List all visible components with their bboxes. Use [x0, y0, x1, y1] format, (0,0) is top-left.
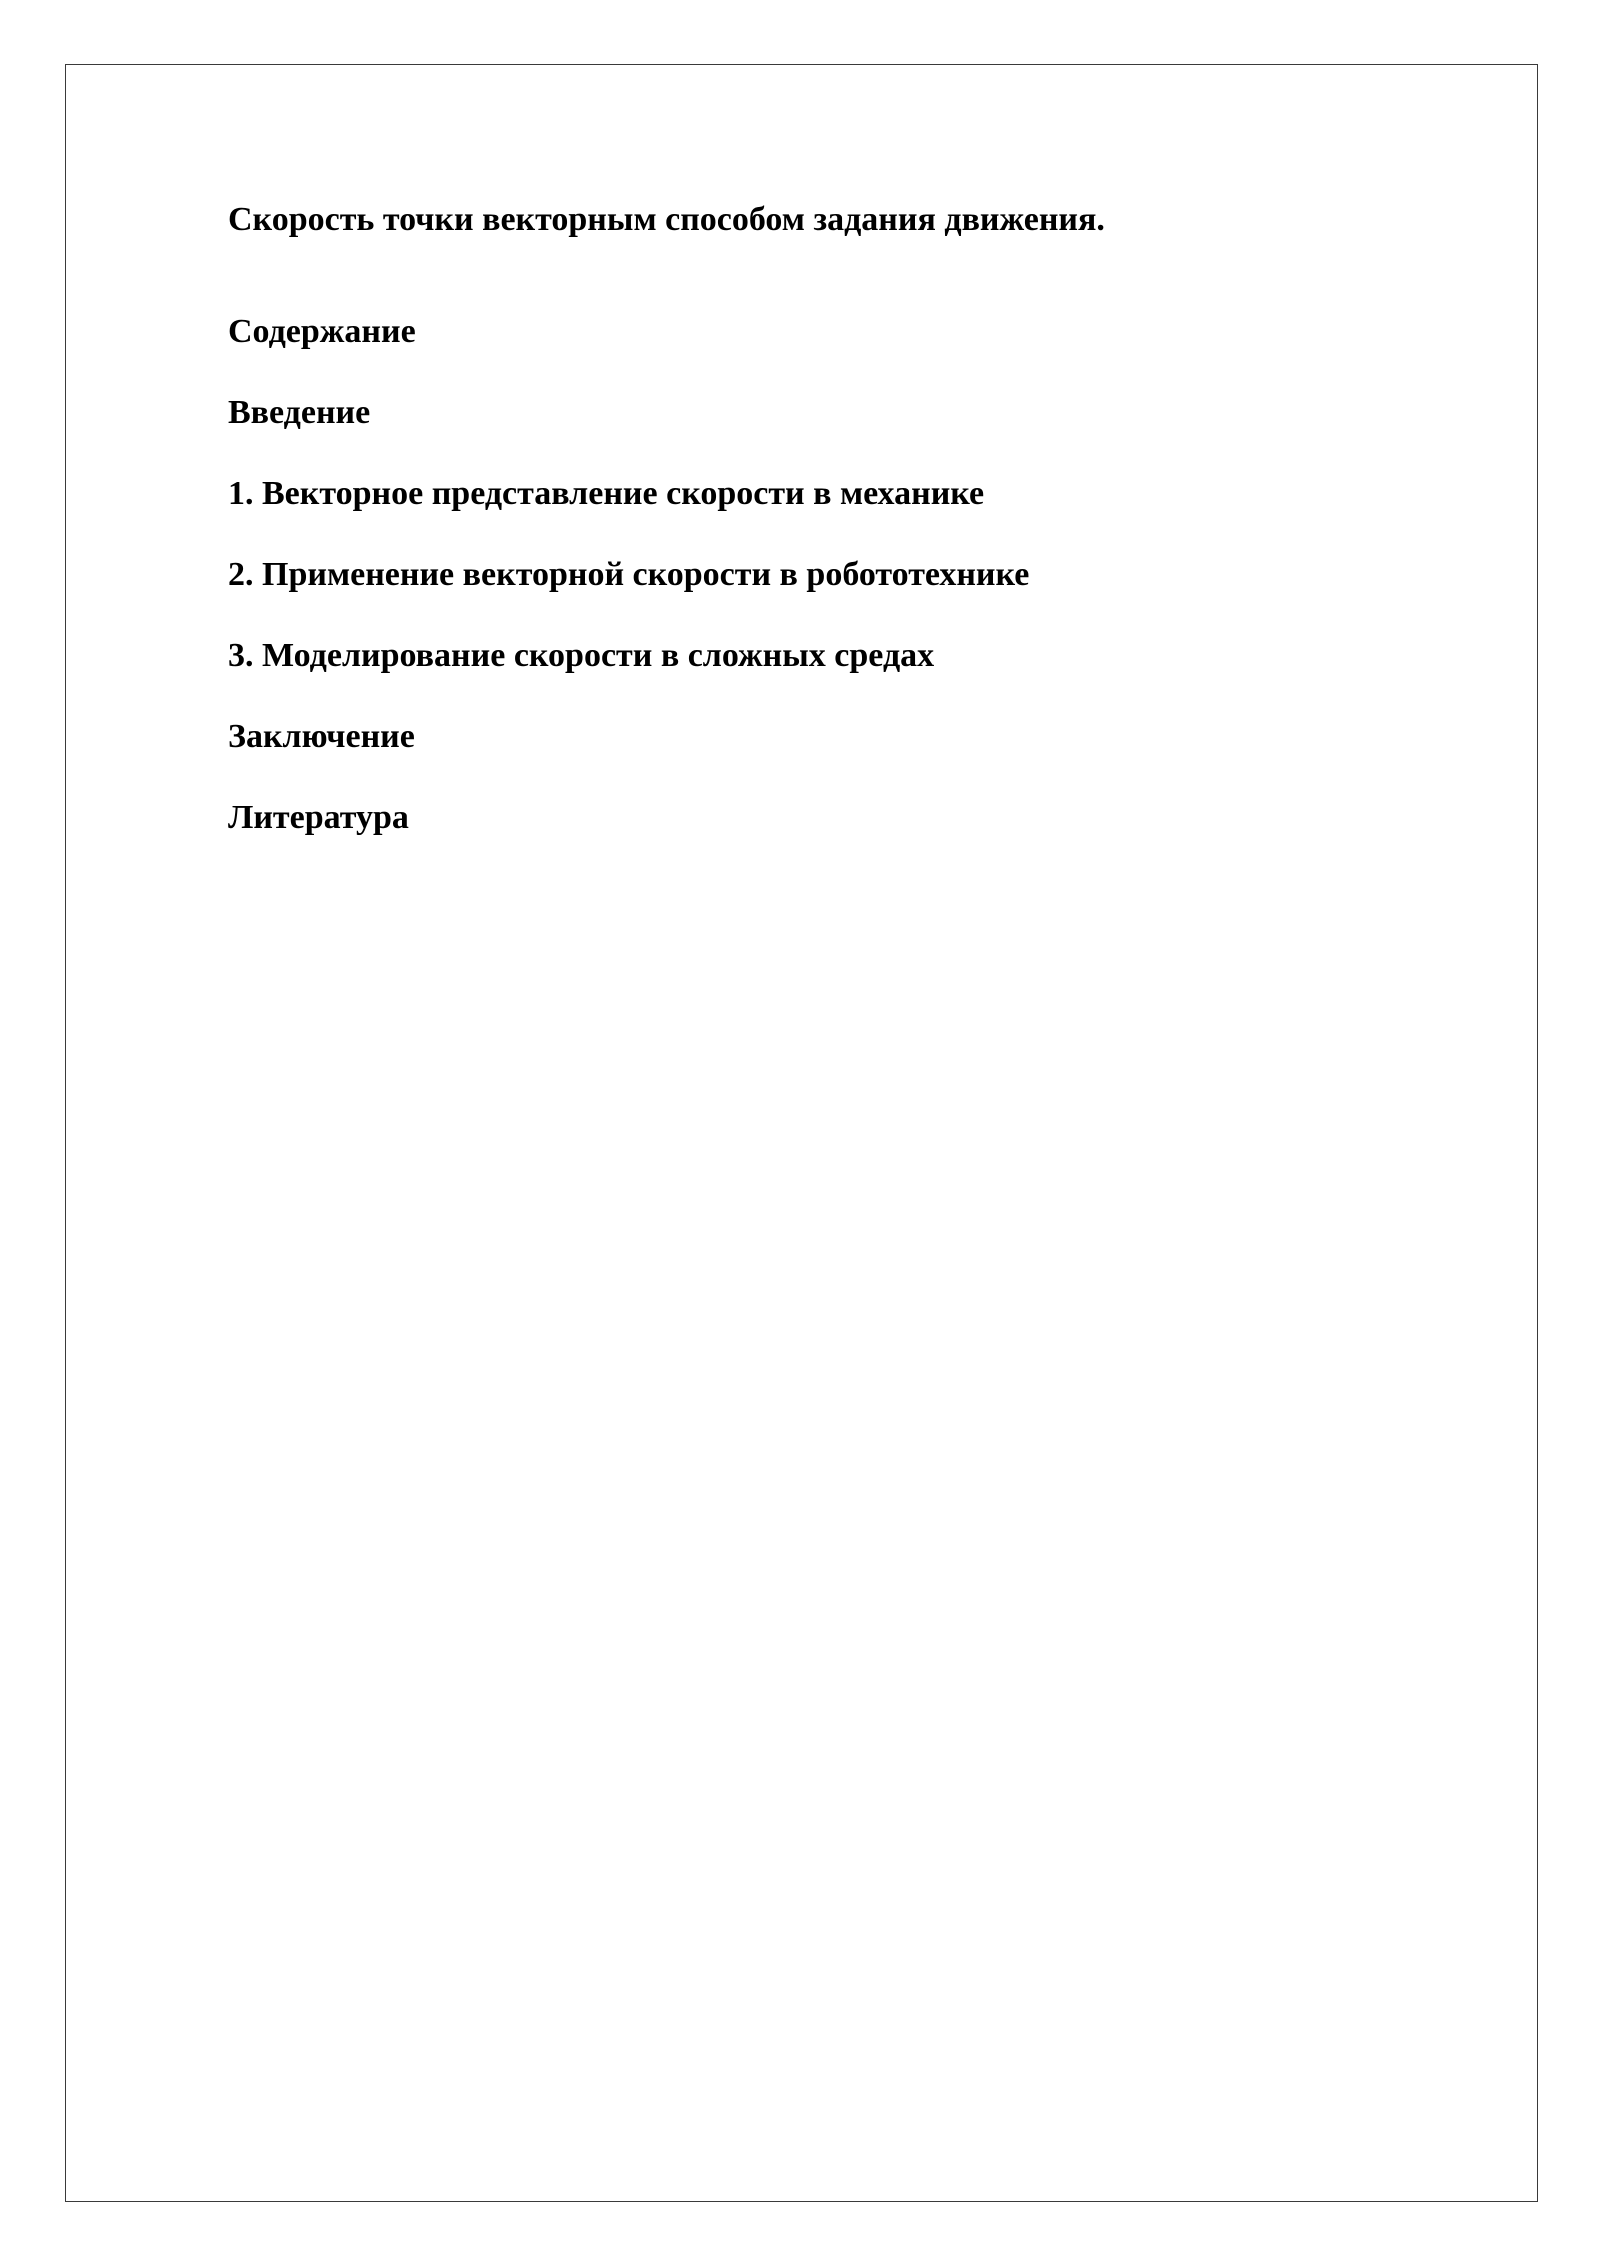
- table-of-contents: [228, 391, 1029, 877]
- toc-item-introduction: Введение: [228, 394, 371, 431]
- toc-item-section-2: 2. Применение векторной скорости в робототехнике: [228, 556, 1030, 593]
- toc-heading: Содержание: [228, 313, 416, 350]
- toc-item-section-3: 3. Моделирование скорости в сложных средах: [228, 637, 935, 674]
- toc-item-conclusion: Заключение: [228, 718, 415, 755]
- toc-item-literature: Литература: [228, 799, 409, 836]
- document-title: Скорость точки векторным способом задания движения.: [228, 201, 1105, 238]
- toc-item-section-1: 1. Векторное представление скорости в механике: [228, 475, 985, 512]
- document-page: [65, 64, 1538, 2202]
